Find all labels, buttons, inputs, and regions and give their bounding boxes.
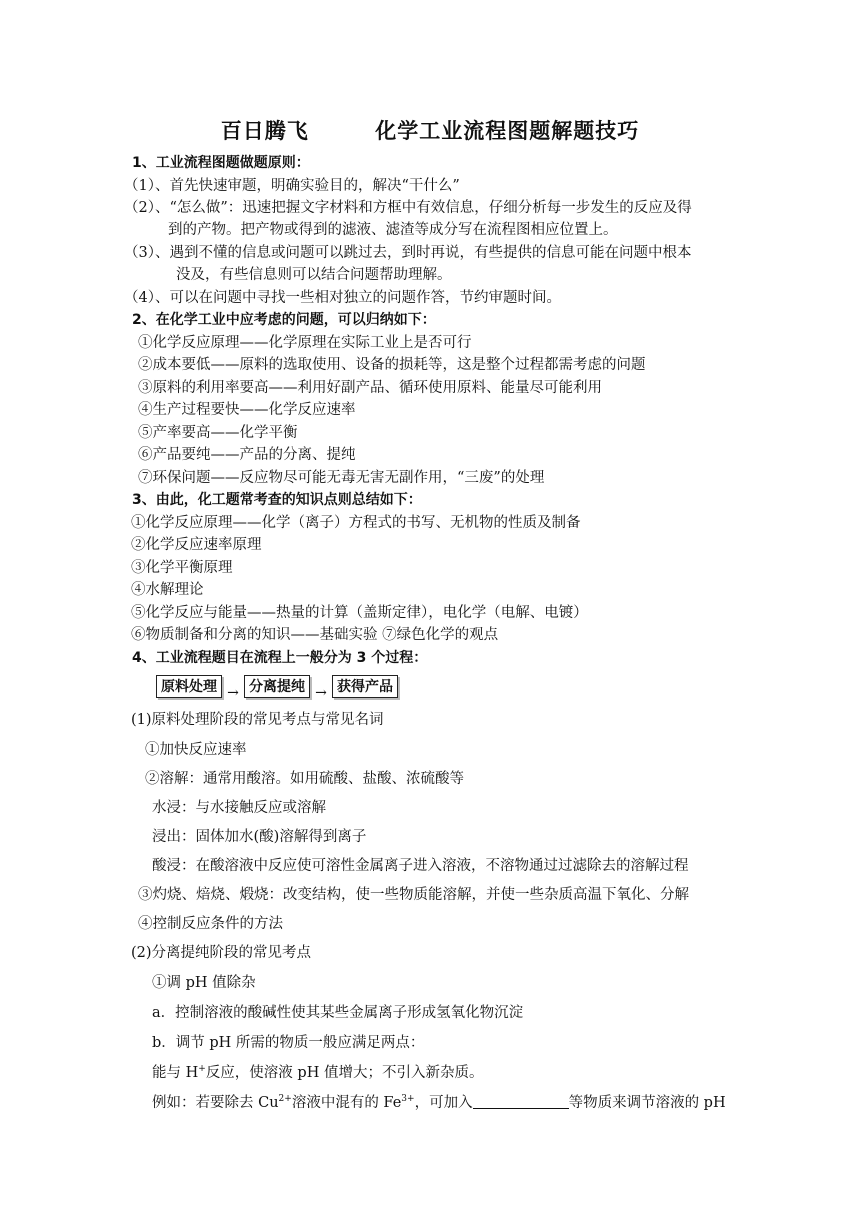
- s1-paragraph-1: （1）、首先快速审题，明确实验目的，解决“干什么”: [124, 178, 460, 194]
- s1-paragraph-3a: （3）、遇到不懂的信息或问题可以跳过去，到时再说，有些提供的信息可能在问题中根本: [124, 245, 692, 261]
- s2-item: ①化学反应原理——化学原理在实际工业上是否可行: [138, 335, 472, 351]
- s2-item: ④生产过程要快——化学反应速率: [138, 402, 356, 418]
- part-2-heading: (2)分离提纯阶段的常见考点: [131, 945, 312, 961]
- s1-paragraph-3b: 没及，有些信息则可以结合问题帮助理解。: [176, 267, 452, 283]
- part-2-line: a．控制溶液的酸碱性使其某些金属离子形成氢氧化物沉淀: [152, 1005, 524, 1021]
- flow-step-raw-material: 原料处理: [156, 675, 222, 698]
- s3-item: ①化学反应原理——化学（离子）方程式的书写、无机物的性质及制备: [131, 515, 581, 531]
- section-3-heading: 3、由此，化工题常考查的知识点则总结如下：: [132, 492, 422, 508]
- s2-item: ②成本要低——原料的选取使用、设备的损耗等，这是整个过程都需考虑的问题: [138, 357, 646, 373]
- s1-paragraph-4: （4）、可以在问题中寻找一些相对独立的问题作答，节约审题时间。: [124, 290, 561, 306]
- part-1-item: ①加快反应速率: [145, 742, 247, 758]
- part-1-heading: (1)原料处理阶段的常见考点与常见名词: [131, 712, 384, 728]
- s1-paragraph-2b: 到的产物。把产物或得到的滤液、滤渣等成分写在流程图相应位置上。: [168, 222, 618, 238]
- part-1-item: ④控制反应条件的方法: [138, 916, 283, 932]
- s3-item: ⑤化学反应与能量——热量的计算（盖斯定律），电化学（电解、电镀）: [131, 605, 588, 621]
- section-4-heading: 4、工业流程题目在流程上一般分为 3 个过程：: [132, 650, 428, 666]
- part-2-line: b．调节 pH 所需的物质一般应满足两点：: [152, 1035, 425, 1051]
- part-1-item: ③灼烧、焙烧、煅烧：改变结构，使一些物质能溶解，并使一些杂质高温下氧化、分解: [138, 887, 689, 903]
- part-1-item: 酸浸：在酸溶液中反应使可溶性金属离子进入溶液，不溶物通过过滤除去的溶解过程: [152, 858, 689, 874]
- s3-item: ④水解理论: [131, 582, 204, 598]
- part-2-line: 例如：若要除去 $Cu^{2+}$溶液中混有的 $Fe^{3+}$，可加入 等物质来调节溶液的 pH: [152, 1094, 726, 1111]
- s2-item: ⑦环保问题——反应物尽可能无毒无害无副作用，“三废”的处理: [138, 470, 545, 486]
- part-1-item: 水浸：与水接触反应或溶解: [152, 800, 326, 816]
- section-1-heading: 1、工业流程图题做题原则：: [132, 155, 310, 171]
- s2-item: ⑤产率要高——化学平衡: [138, 425, 298, 441]
- s1-paragraph-2a: （2）、“怎么做”：迅速把握文字材料和方框中有效信息，仔细分析每一步发生的反应及得: [124, 200, 692, 216]
- s3-item: ⑥物质制备和分离的知识——基础实验 ⑦绿色化学的观点: [131, 627, 499, 643]
- s2-item: ⑥产品要纯——产品的分离、提纯: [138, 447, 356, 463]
- s3-item: ③化学平衡原理: [131, 560, 233, 576]
- part-2-line: 能与 H+反应，使溶液 pH 值增大；不引入新杂质。: [152, 1064, 484, 1081]
- page-title: 百日腾飞 化学工业流程图题解题技巧: [220, 119, 640, 143]
- flow-arrow-icon: →: [227, 685, 239, 701]
- process-flow: [156, 675, 398, 703]
- s3-item: ②化学反应速率原理: [131, 537, 262, 553]
- part-1-item: ②溶解：通常用酸溶。如用硫酸、盐酸、浓硫酸等: [145, 771, 464, 787]
- part-1-item: 浸出：固体加水(酸)溶解得到离子: [152, 829, 367, 845]
- s2-item: ③原料的利用率要高——利用好副产品、循环使用原料、能量尽可能利用: [138, 380, 602, 396]
- flow-step-product: 获得产品: [332, 675, 398, 698]
- flow-step-separation: 分离提纯: [244, 675, 310, 698]
- part-2-line: ①调 pH 值除杂: [152, 975, 256, 991]
- flow-arrow-icon: →: [315, 685, 327, 701]
- answer-blank[interactable]: [473, 1094, 569, 1109]
- section-2-heading: 2、在化学工业中应考虑的问题，可以归纳如下：: [132, 312, 436, 328]
